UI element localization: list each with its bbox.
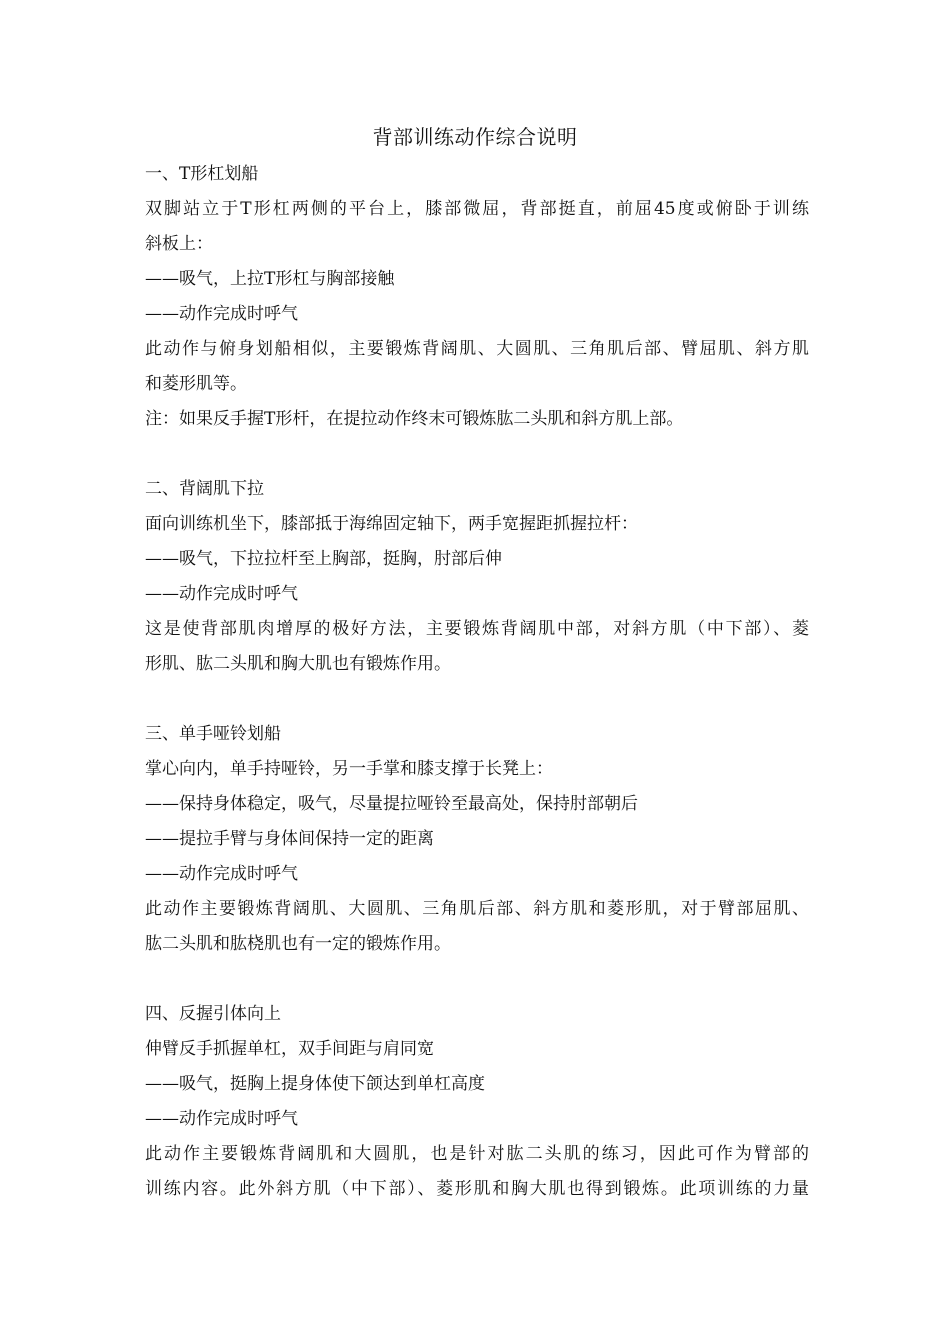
intro-line: 掌心向内，单手持哑铃，另一手掌和膝支撑于长凳上： [145,759,553,779]
step-line: ——动作完成时呼气 [145,304,298,324]
step-line: ——吸气，下拉拉杆至上胸部，挺胸，肘部后伸 [145,549,502,569]
step-line: ——保持身体稳定，吸气，尽量提拉哑铃至最高处，保持肘部朝后 [145,794,638,814]
section-1 [145,157,809,437]
description-line: 此动作主要锻炼背阔肌、大圆肌、三角肌后部、斜方肌和菱形肌，对于臂部屈肌、 [145,899,809,919]
section-spacer [145,962,809,997]
description-line: 此动作与俯身划船相似，主要锻炼背阔肌、大圆肌、三角肌后部、臂屈肌、斜方肌 [145,339,809,359]
document-title: 背部训练动作综合说明 [372,125,578,149]
intro-line: 双脚站立于T形杠两侧的平台上，膝部微屈，背部挺直，前屈45度或俯卧于训练 [145,199,809,219]
section-heading: 四、反握引体向上 [145,1004,281,1024]
section-3 [145,717,809,962]
section-heading: 一、T形杠划船 [145,164,259,184]
section-2 [145,472,809,682]
description-line: 肱二头肌和肱桡肌也有一定的锻炼作用。 [145,934,451,954]
section-spacer [145,437,809,472]
intro-line: 斜板上： [145,234,213,254]
description-line: 此动作主要锻炼背阔肌和大圆肌，也是针对肱二头肌的练习，因此可作为臂部的 [145,1144,809,1164]
step-line: ——动作完成时呼气 [145,1109,298,1129]
description-line: 训练内容。此外斜方肌（中下部）、菱形肌和胸大肌也得到锻炼。此项训练的力量 [145,1179,809,1199]
intro-line: 伸臂反手抓握单杠，双手间距与肩同宽 [145,1039,434,1059]
note-line: 注：如果反手握T形杆，在提拉动作终末可锻炼肱二头肌和斜方肌上部。 [145,409,684,429]
step-line: ——动作完成时呼气 [145,584,298,604]
document-body [145,157,809,1207]
step-line: ——吸气，上拉T形杠与胸部接触 [145,269,395,289]
section-heading: 二、背阔肌下拉 [145,479,264,499]
step-line: ——动作完成时呼气 [145,864,298,884]
description-line: 这是使背部肌肉增厚的极好方法，主要锻炼背阔肌中部，对斜方肌（中下部）、菱 [145,619,809,639]
step-line: ——提拉手臂与身体间保持一定的距离 [145,829,434,849]
section-spacer [145,682,809,717]
section-4 [145,997,809,1207]
step-line: ——吸气，挺胸上提身体使下颌达到单杠高度 [145,1074,485,1094]
section-heading: 三、单手哑铃划船 [145,724,281,744]
description-line: 形肌、肱二头肌和胸大肌也有锻炼作用。 [145,654,451,674]
intro-line: 面向训练机坐下，膝部抵于海绵固定轴下，两手宽握距抓握拉杆： [145,514,638,534]
description-line: 和菱形肌等。 [145,374,247,394]
